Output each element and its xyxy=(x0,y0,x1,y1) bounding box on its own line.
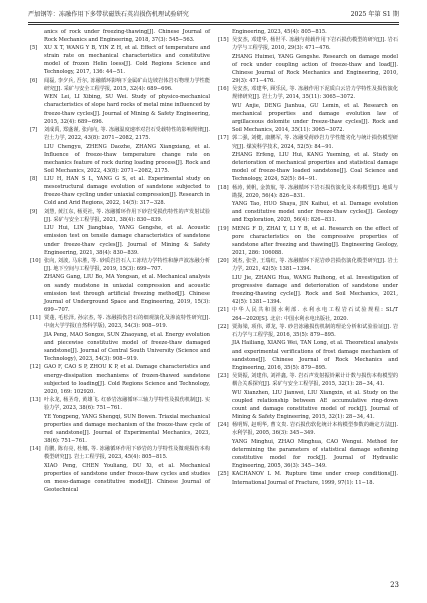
reference-number: [8] xyxy=(30,176,38,183)
reference-entry xyxy=(218,184,398,200)
reference-number: [23] xyxy=(218,373,229,380)
reference-text: 吴安杰, 邓建华, 顾乐民, 等. 冻融作用下泥质白云岩力学特性及损伤演化规律研究[J]. 岩土力学, 2014, 35(11): 3065−3072. xyxy=(232,86,398,101)
reference-entry xyxy=(218,134,398,150)
references-left-column xyxy=(30,28,210,494)
reference-list xyxy=(218,36,398,487)
reference-text: MENG F D, ZHAI Y, LI Y B, et al. Research on the effect of pore characteristics on the compressive properties of sandstone after freezing and thawing[J]. Engineering Geology, 2021, 286: 106088. xyxy=(232,225,398,256)
reference-number: [18] xyxy=(218,184,229,191)
reference-number: [16] xyxy=(218,86,229,93)
reference-text: YANG Minghui, ZHAO Minghua, CAO Wengui. Method for determining the parameters of statistical damage softening constitutive model for rock[J]. Journal of Hydraulic Engineering, 2005, 36(3): 345−349. xyxy=(232,438,398,470)
reference-entry xyxy=(218,102,398,134)
reference-list xyxy=(30,44,210,494)
reference-entry xyxy=(30,445,210,461)
reference-number: [11] xyxy=(30,315,41,322)
reference-entry xyxy=(218,372,398,388)
reference-number: [19] xyxy=(218,225,229,232)
reference-number: [6] xyxy=(30,77,38,84)
reference-text: WU Anjie, DENG Jianhua, GU Lemin, et al. Research on mechanical properties and damage evolution law of argillaceous dolomite under freeze-thaw cycles[J]. Rock and Soil Mechanics, 2014, 35(11): 3065−3072. xyxy=(232,102,398,134)
reference-number: [14] xyxy=(30,446,41,453)
reference-text: 贾海梁, 项伟, 谭龙, 等. 砂岩冻融损伤机制的理论分析和试验验证[J]. 岩石力学与工程学报, 2016, 35(5): 879−895. xyxy=(232,323,398,339)
reference-text: 闻磊, 李夕兵, 吾尔, 冻融循环影响下金属矿山边坡岩体岩石物理力学性能研究[J]. 采矿与安全工程学报, 2015, 32(4): 689−696. xyxy=(44,77,210,92)
reference-continuation: Engineering, 2023, 45(4): 805−815. xyxy=(232,29,327,35)
reference-number: [5] xyxy=(30,45,38,52)
reference-text: 吴安杰, 邓建华, 杨世平. 冻融与荷载作用下岩石损伤模型的研究[J]. 岩石力学与工程学报, 2010, 29(3): 471−476. xyxy=(232,37,398,52)
reference-entry xyxy=(30,93,210,125)
header-rule xyxy=(28,22,399,25)
reference-number: [10] xyxy=(30,258,41,264)
reference-entry xyxy=(30,143,210,175)
reference-text: 中华人民共和国水利部. 水利水电工程岩石试验规程: SL/T 264−2020[S]. 北京: 中国水利水电出版社, 2020. xyxy=(232,307,398,322)
reference-text: 张向, 刘波, 马东胜, 等. 砂质岩岩石人工冻结力学特性和静声波冻融分析[J]. 地下空间与工程学报, 2019, 15(3): 699−707. xyxy=(44,258,210,273)
reference-entry xyxy=(30,126,210,142)
reference-number: [24] xyxy=(218,422,229,429)
reference-entry xyxy=(30,363,210,395)
reference-text: JIA Hailiang, XIANG Wei, TAN Long, et al. Theoretical analysis and experimental verifications of frost damage mechanism of sandstone[J]. Chinese Journal of Rock Mechanics and Engineering, 2016, 35(5): 879−895. xyxy=(232,340,398,371)
reference-entry xyxy=(30,77,210,93)
reference-number: [9] xyxy=(30,208,38,215)
reference-text: YE Yongpeng, YANG Shengqi, SUN Bowen. Triaxial mechanical properties and damage mechanism of the freeze-thaw cycle of red sandstone[J]. Journal of Experimental Mechanics, 2023, 38(6): 751−761. xyxy=(44,413,210,444)
reference-entry xyxy=(30,208,210,224)
reference-text: ZHANG Huimei, YANG Gengshe. Research on damage model of rock under coupling action of freeze-thaw and load[J]. Chinese Journal of Rock Mechanics and Engineering, 2010, 29(3): 471−476. xyxy=(232,53,398,84)
page-number: 23 xyxy=(390,581,399,589)
reference-text: GAO F, CAO S P, ZHOU K P, et al. Damage characteristics and energy-dissipation mechanisms of frozen-thawed sandstone subjected to loading[J]. Cold Regions Science and Technology, 2020, 169: 102920. xyxy=(44,364,210,395)
reference-text: 郭二强, 刘健, 康鹏军, 等. 冻融受荷砂岩力学性能劣化与统计损伤模型研究[J]. 煤炭科学技术, 2024, 52(5): 84−91. xyxy=(232,135,398,150)
reference-entry xyxy=(30,462,210,494)
reference-entry xyxy=(30,314,210,330)
reference-text: 吴贤振, 刘建伟, 刘祥鑫, 等. 岩石声发射振铃累计计数与损伤本构模型的耦合关系探究[J]. 采矿与安全工程学报, 2015, 32(1): 28−34, 41. xyxy=(232,373,398,388)
reference-text: XU X T, WANG Y B, YIN Z H, et al. Effect of temperature and strain rate on mechanical characteristics and constitutive model of frozen Helin loess[J]. Cold Regions Science and Technology, 2017, 136: 44−51. xyxy=(44,45,210,76)
reference-number: [21] xyxy=(218,307,229,314)
reference-text: WU Xianzhen, LIU Jianwei, LIU Xiangxin, et al. Study on the coupled relationship between AE accumulative ring-down count and damage constitutive model of rock[J]. Journal of Mining & Safety Engineering, 2015, 32(1): 28−34, 41. xyxy=(232,389,398,420)
reference-text: WEN Lei, LI Xibing, SU Wei. Study of physico-mechanical characteristics of slope hard rocks of metal mine influenced by freeze-thaw cycles[J]. Journal of Mining & Safety Engineering, 2015, 32(4): 689−696. xyxy=(44,94,210,125)
reference-text: 杨涛, 黄帆, 金敦航, 等. 冻融循环下岩石损伤演化及本构模型[J]. 地质与勘探, 2020, 56(4): 826−831. xyxy=(232,184,398,199)
reference-number: [7] xyxy=(30,127,38,134)
reference-entry xyxy=(218,225,398,257)
reference-text: ZHANG Gang, LIU Bo, MA Yongsan, et al. Mechanical analysis on sandy mudstone in uniaxial compression and acoustic emission test through artificial freezing method[J]. Chinese Journal of Underground Space and Engineering, 2019, 15(3): 699−707. xyxy=(44,274,210,313)
reference-entry xyxy=(218,53,398,85)
reference-entry xyxy=(30,273,210,313)
reference-text: LIU H, HAN S L, YANG G S, et al. Experimental study on mesostructural damage evolution of sandstone subjected to freeze-thaw cycling under uniaxial compression[J]. Research in Cold and Arid Regions, 2022, 14(5): 317−328. xyxy=(44,176,210,207)
reference-text: KACHANOV L M. Rupture time under creep conditions[J]. International Journal of Fracture, 1999, 97(1): 11−18. xyxy=(232,471,398,486)
reference-number: [25] xyxy=(218,471,229,478)
reference-text: YANG Tao, HUO Shaya, JIN Kaihui, et al. Damage evolution and constitutive model under freeze-thaw cycles[J]. Geology and Exploration, 2020, 56(4): 826−831. xyxy=(232,201,398,224)
reference-entry xyxy=(30,44,210,76)
running-title: 严加钢等：冻融作用下多带状磁铁石英岩损伤机理试验研究 xyxy=(28,11,189,18)
reference-text: LIU Hui, LIN Jiangbiao, YANG Gengshe, et al. Acoustic emission test on tensile damage characteristics of sandstone under freeze-thaw cycles[J]. Journal of Mining & Safety Engineering, 2021, 38(4): 830−839. xyxy=(44,225,210,256)
reference-entry xyxy=(218,438,398,470)
reference-text: JIA Peng, MAO Songze, SUN Zhaoyang, et al. Energy evolution and piecewise constitutive model of freeze-thaw damaged sandstone[J]. Journal of Central South University (Science and Technology), 2023, 54(3): 908−919. xyxy=(44,331,210,363)
reference-text: XIAO Peng, CHEN Youliang, DU Xi, et al. Mechanical properties of sandstone under freeze-thaw cycles and studies on meso-damage constitutive model[J]. Chinese Journal of Geotechnical xyxy=(44,462,210,493)
reference-text: LIU Chengyu, ZHENG Daozhe, ZHANG Xiangxiang, et al. Influence of freeze-thaw temperature change rate on mechanics feature of rock during loading process[J]. Rock and Soil Mechanics, 2022, 43(8): 2071−2082, 2175. xyxy=(44,143,210,174)
reference-text: 刘杰, 张莹, 王瑞红, 等. 冻融循环下泥岩砂岩损伤演化模型研究[J]. 岩土力学, 2021, 42(5): 1381−1394. xyxy=(232,258,398,273)
reference-entry xyxy=(30,224,210,256)
reference-entry xyxy=(218,323,398,339)
reference-entry xyxy=(218,470,398,486)
reference-entry xyxy=(218,339,398,371)
reference-number: [17] xyxy=(218,135,229,142)
issue-label: 2025 年第 S1 期 xyxy=(350,11,399,18)
reference-text: 杨明辉, 赵明华, 曹文贵. 岩石损伤软化统计本构模型参数的确定方法[J]. 水利学报, 2005, 36(3): 345−349. xyxy=(232,422,398,437)
reference-entry xyxy=(218,200,398,224)
reference-number: [22] xyxy=(218,323,229,330)
reference-entry xyxy=(30,413,210,445)
reference-text: ZHANG Erfeng, LIU Hui, KANG Yueming, et al. Study on deterioration of mechanical properties and statistical damage model of freeze-thaw loaded sandstone[J]. Coal Science and Technology, 2024, 52(5): 84−91. xyxy=(232,151,398,183)
reference-text: 刘慧, 黄江东, 杨更社, 等. 冻融循环作用下砂岩受损伤特性的声发射试验[J]. 采矿与安全工程学报, 2021, 38(4): 830−839. xyxy=(44,208,210,223)
reference-entry xyxy=(218,306,398,322)
reference-number: [15] xyxy=(218,37,229,44)
reference-entry xyxy=(218,36,398,52)
reference-continuation: anics of rock under freezing-thawing[J]. Chinese Journal of Rock Mechanics and Engineering, 2018, 37(3): 545−563. xyxy=(44,29,210,44)
reference-text: 刘成禹, 郑盛谨, 张向向, 等. 冻融温度速率对岩石受载特性的影响规律[J]. 岩土力学, 2022, 43(8): 2071−2082, 2175. xyxy=(44,127,210,142)
reference-text: LIU Jie, ZHANG Hua, WANG Ruihong, et al. Investigation of progressive damage and deterioration of sandstone under freezing-thawing cycle[J]. Rock and Soil Mechanics, 2021, 42(5): 1381−1394. xyxy=(232,274,398,306)
reference-entry xyxy=(218,151,398,183)
reference-entry xyxy=(218,421,398,437)
reference-entry xyxy=(218,389,398,421)
reference-entry xyxy=(30,175,210,207)
reference-number: [20] xyxy=(218,258,229,265)
reference-number: [13] xyxy=(30,397,41,404)
reference-entry xyxy=(218,257,398,273)
reference-text: 叶永龙, 杨圣奇, 黄雄飞. 红砂岩冻融循环三轴力学特性及损伤机制[J]. 实验力学, 2023, 38(6): 751−761. xyxy=(44,397,210,412)
reference-number: [12] xyxy=(30,364,41,371)
reference-text: 贾蓬, 毛松泽, 孙宗杰, 等. 冻融损伤岩石的细观演化及渗流特性研究[J]. 中南大学学报(自然科学版), 2023, 54(3): 908−919. xyxy=(44,315,210,330)
reference-entry xyxy=(30,396,210,412)
reference-text: 肖鹏, 陈有亮, 杜娜, 等. 冻融循环作用下砂岩的力学特性及微观损伤本构模型研究[J]. 岩土工程学报, 2023, 45(4): 805−815. xyxy=(44,446,210,461)
reference-entry xyxy=(30,257,210,273)
reference-entry xyxy=(218,85,398,101)
references-right-column xyxy=(218,28,398,487)
reference-entry xyxy=(30,331,210,363)
reference-entry xyxy=(218,274,398,306)
